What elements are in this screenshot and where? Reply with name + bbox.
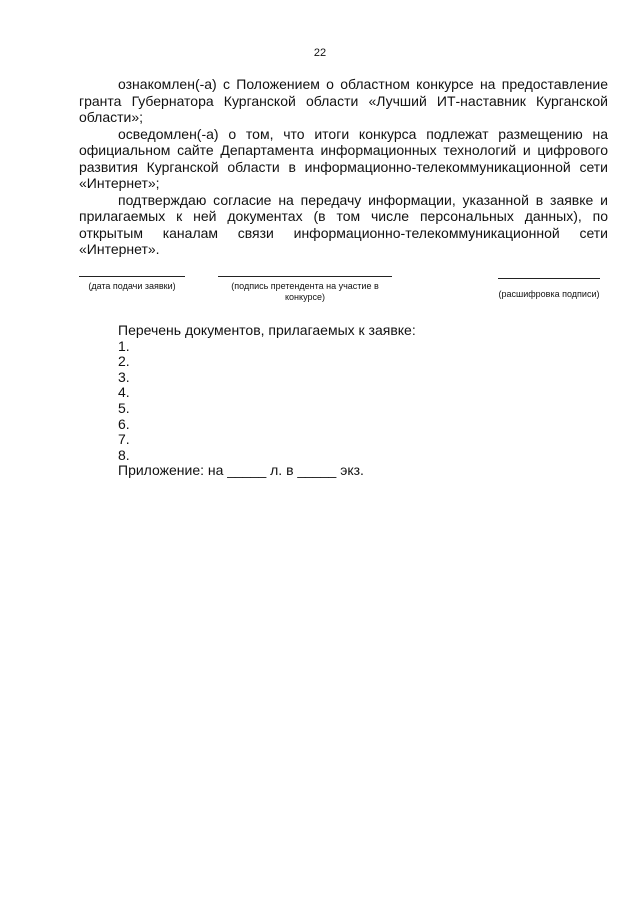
page-number: 22 (313, 47, 327, 59)
date-caption: (дата подачи заявки) (88, 281, 176, 291)
paragraph-consent: подтверждаю согласие на передачу информации, указанной в заявке и прилагаемых к ней документах (в том числе персональных данных), по открытым каналам связи информационно-телекоммуникационной сети «Интернет». (79, 191, 608, 257)
list-item: 6. (118, 415, 130, 432)
name-caption: (расшифровка подписи) (498, 289, 600, 299)
list-item: 2. (118, 353, 130, 370)
list-item: 8. (118, 446, 130, 463)
list-item: 1. (118, 337, 130, 354)
documents-list (118, 339, 416, 464)
list-item: 4. (118, 384, 130, 401)
date-line (79, 276, 185, 277)
paragraph-informed: осведомлен(-а) о том, что итоги конкурса подлежат размещению на официальном сайте Департамента информационных технологий и цифрового развития Курганской области в информационно-телекоммуникационной сети «Интернет»; (79, 125, 608, 191)
list-item: 7. (118, 431, 130, 448)
name-line (498, 278, 600, 279)
appendix-line: Приложение: на _____ л. в _____ экз. (118, 462, 364, 479)
consent-text (79, 76, 608, 258)
signature-block (218, 276, 392, 303)
signature-name-block (498, 278, 600, 300)
list-item: 5. (118, 399, 130, 416)
documents-section (118, 323, 416, 479)
paragraph-acquainted: ознакомлен(-а) с Положением о областном конкурсе на предоставление гранта Губернатора Курганской области «Лучший ИТ-наставник Курганской области»; (79, 76, 608, 125)
documents-heading: Перечень документов, прилагаемых к заявке: (118, 322, 416, 338)
signature-date-block (79, 276, 185, 292)
signature-line (218, 276, 392, 277)
list-item: 3. (118, 368, 130, 385)
signature-caption: (подпись претендента на участие в конкурсе) (231, 281, 379, 302)
